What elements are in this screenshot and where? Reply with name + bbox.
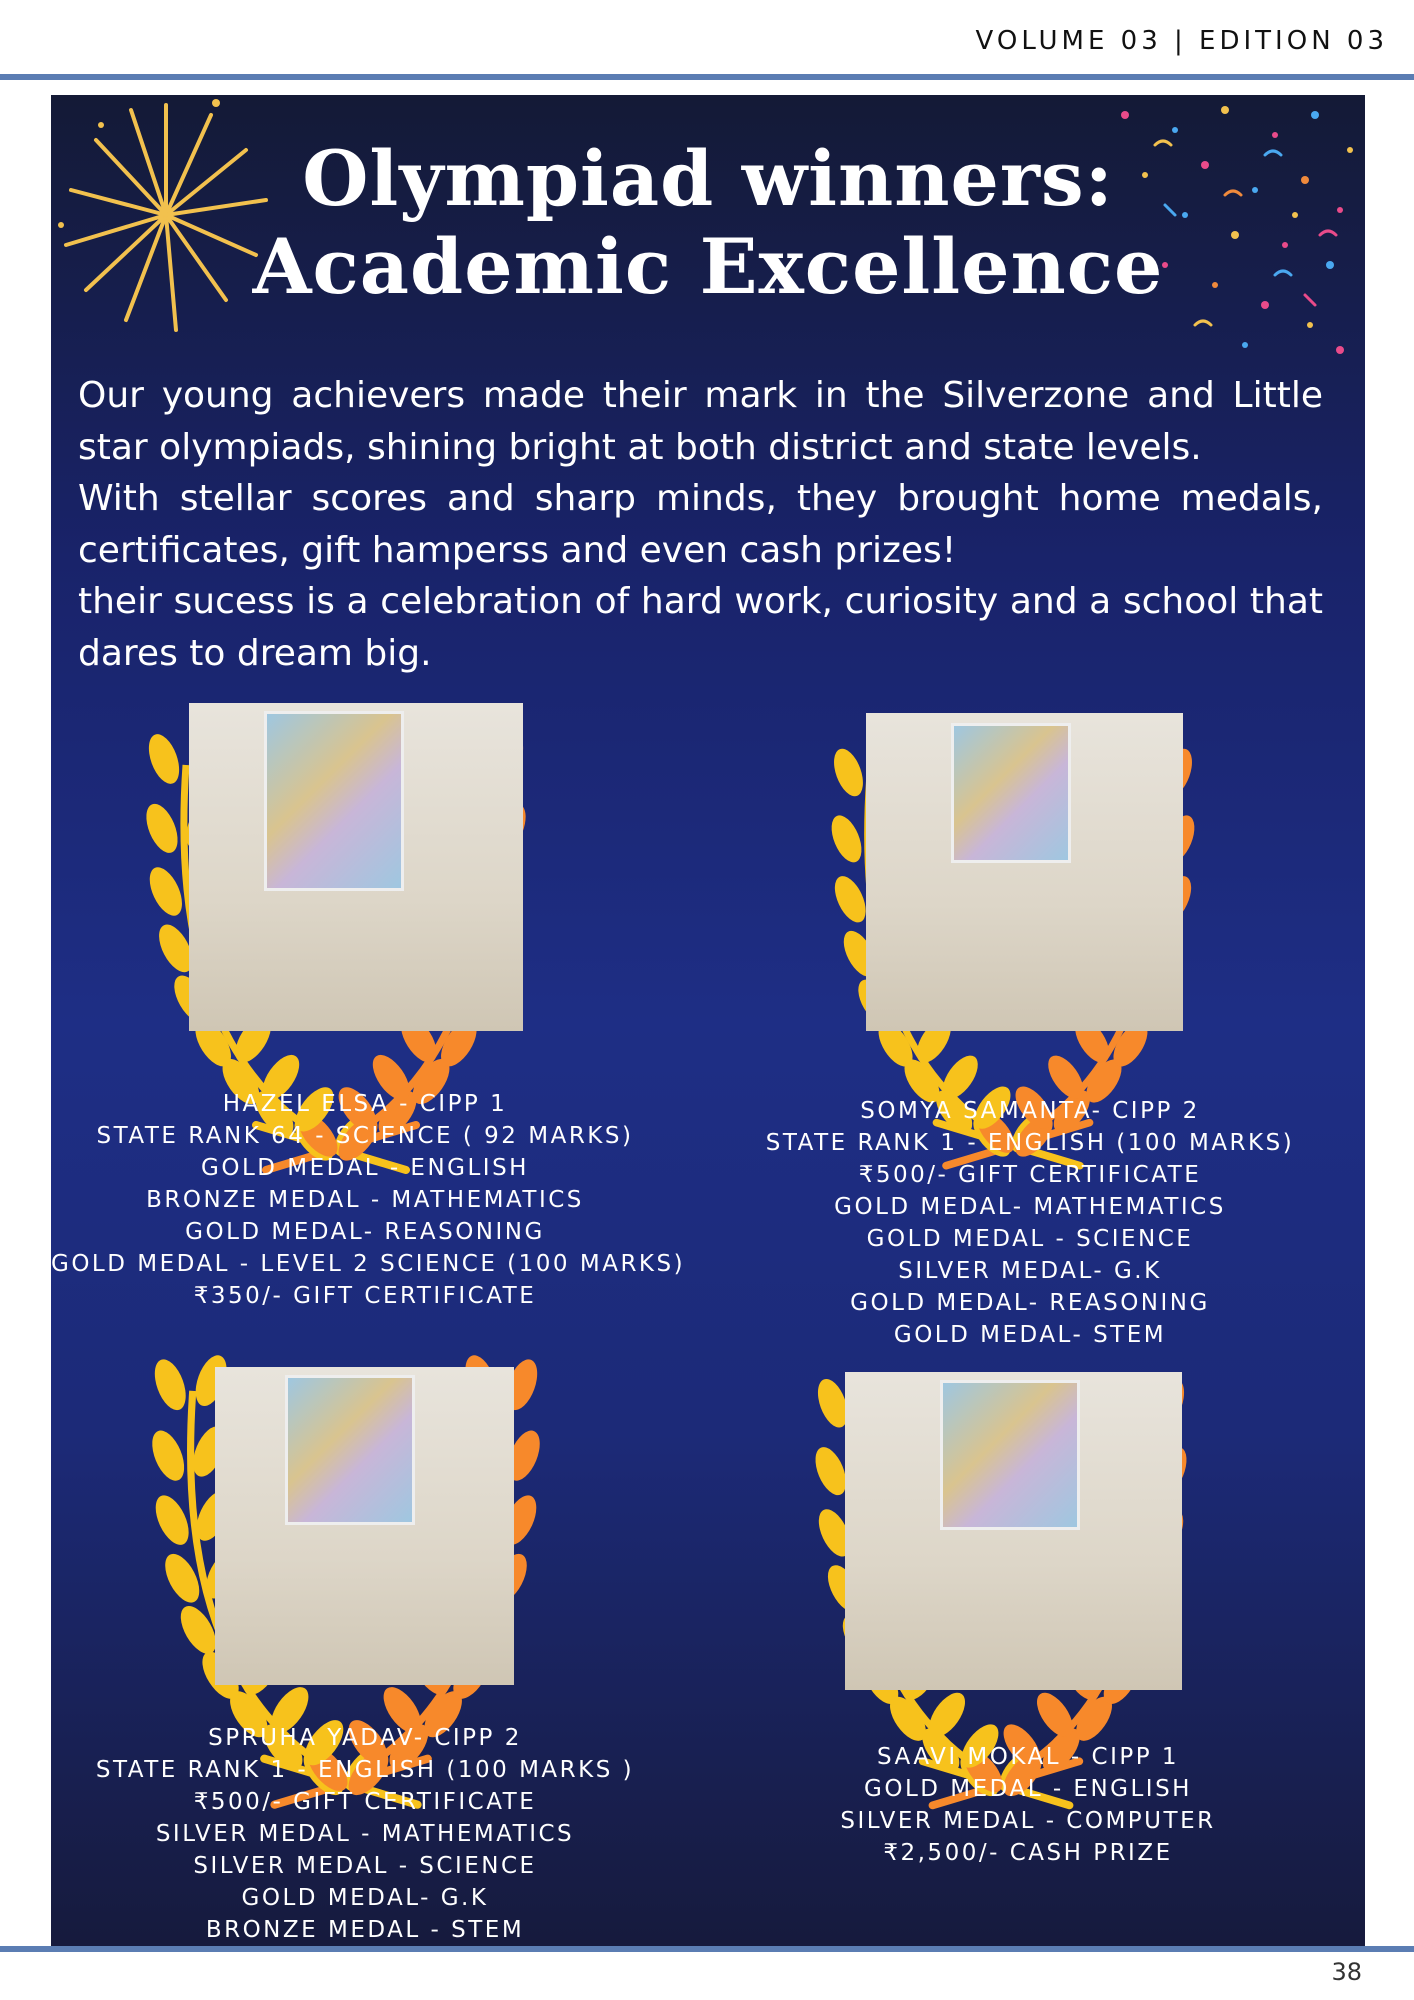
winner-photo — [866, 713, 1183, 1031]
page-title: Olympiad winners: Academic Excellence — [252, 134, 1164, 311]
winner-award: SILVER MEDAL - SCIENCE — [193, 1853, 537, 1879]
content-panel — [51, 95, 1365, 1952]
winner-name: SAAVI MOKAL - CIPP 1 — [876, 1744, 1180, 1770]
intro-text — [78, 370, 1323, 679]
winner-photo — [845, 1372, 1182, 1690]
winner-award: GOLD MEDAL- STEM — [893, 1322, 1167, 1348]
winner-award: SILVER MEDAL- G.K — [898, 1258, 1162, 1284]
winner-details — [725, 1095, 1335, 1351]
winner-details — [51, 1088, 686, 1312]
winner-award: GOLD MEDAL - SCIENCE — [866, 1226, 1194, 1252]
winner-award: STATE RANK 64 - SCIENCE ( 92 MARKS) — [96, 1123, 634, 1149]
winner-name: SOMYA SAMANTA- CIPP 2 — [860, 1098, 1200, 1124]
winner-name: SPRUHA YADAV- CIPP 2 — [208, 1725, 522, 1751]
intro-paragraph: With stellar scores and sharp minds, they brought home medals, certificates, gift hamperss and even cash prizes! — [78, 478, 1323, 571]
winner-award: BRONZE MEDAL - STEM — [205, 1917, 525, 1943]
winner-award: GOLD MEDAL - ENGLISH — [201, 1155, 529, 1181]
winner-photo — [189, 703, 523, 1031]
winner-award: ₹500/- GIFT CERTIFICATE — [858, 1162, 1202, 1188]
winner-details — [51, 1722, 679, 1946]
winner-award: STATE RANK 1 - ENGLISH (100 MARKS) — [765, 1130, 1295, 1156]
bottom-divider — [0, 1946, 1414, 1952]
winner-award: GOLD MEDAL - ENGLISH — [864, 1776, 1192, 1802]
winner-award: ₹500/- GIFT CERTIFICATE — [193, 1789, 537, 1815]
winner-award: BRONZE MEDAL - MATHEMATICS — [146, 1187, 584, 1213]
winner-award: GOLD MEDAL- MATHEMATICS — [834, 1194, 1226, 1220]
winner-award: ₹2,500/- CASH PRIZE — [883, 1840, 1173, 1866]
winner-award: GOLD MEDAL - LEVEL 2 SCIENCE (100 MARKS) — [51, 1251, 686, 1277]
page-number: 38 — [1331, 1958, 1362, 1986]
winner-award: SILVER MEDAL - MATHEMATICS — [155, 1821, 575, 1847]
intro-paragraph: Our young achievers made their mark in the Silverzone and Little star olympiads, shining bright at both district and state levels. — [78, 375, 1323, 468]
winner-award: STATE RANK 1 - ENGLISH (100 MARKS ) — [95, 1757, 635, 1783]
winner-award: ₹350/- GIFT CERTIFICATE — [193, 1283, 537, 1309]
winner-award: GOLD MEDAL- G.K — [241, 1885, 489, 1911]
winner-details — [723, 1741, 1333, 1869]
winner-award: GOLD MEDAL- REASONING — [850, 1290, 1210, 1316]
winner-photo — [215, 1367, 514, 1685]
winner-name: HAZEL ELSA - CIPP 1 — [222, 1091, 508, 1117]
top-divider — [0, 74, 1414, 80]
winner-award: SILVER MEDAL - COMPUTER — [840, 1808, 1216, 1834]
volume-edition: VOLUME 03 | EDITION 03 — [975, 26, 1388, 56]
intro-paragraph: their sucess is a celebration of hard work, curiosity and a school that dares to dream big. — [78, 581, 1323, 674]
winner-award: GOLD MEDAL- REASONING — [185, 1219, 545, 1245]
